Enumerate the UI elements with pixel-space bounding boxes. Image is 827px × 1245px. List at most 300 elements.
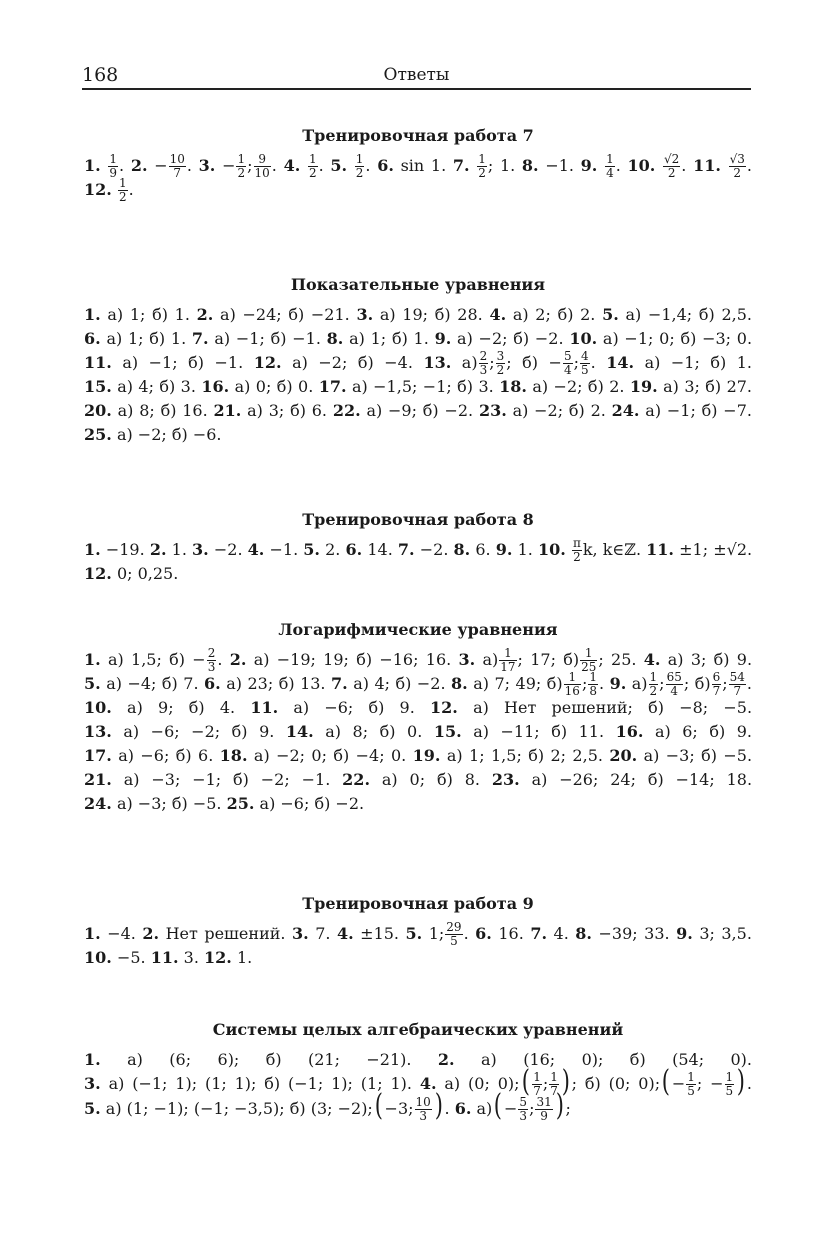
answer-number: 6.	[454, 1098, 472, 1118]
answer-text: а) −2; б) −2.	[457, 329, 564, 348]
answer-text: 4.	[553, 924, 569, 943]
answer-number: 5.	[405, 924, 423, 943]
answer-item	[496, 540, 533, 559]
answer-text: а) −1,5; −1; б) 3.	[351, 377, 494, 396]
answer-item	[283, 152, 324, 180]
answer-text: а) 0; б) 0.	[234, 377, 314, 396]
answer-text: а) −6; −2; б) 9.	[123, 722, 275, 741]
fraction	[686, 1071, 696, 1098]
numerator: 2	[479, 349, 488, 363]
answer-text: −	[154, 156, 168, 175]
answer-number: 11.	[150, 948, 179, 967]
denominator: 5	[687, 1084, 695, 1098]
answer-item	[84, 794, 222, 813]
answer-text: а) −2; б) −4.	[292, 353, 413, 372]
answer-number: 1.	[84, 650, 101, 669]
numerator: 1	[687, 1070, 695, 1084]
answer-text: а) 1; б) 1.	[349, 329, 429, 348]
answer-number: 19.	[412, 746, 441, 765]
numerator: 10	[415, 1094, 431, 1109]
answer-number: 23.	[491, 770, 520, 789]
answer-item	[84, 722, 274, 741]
numerator: 1	[550, 1070, 558, 1084]
denominator: 25	[581, 660, 597, 674]
answer-number: 12.	[430, 698, 458, 717]
answer-item	[150, 540, 187, 559]
fraction	[535, 1096, 552, 1123]
answer-number: 6.	[84, 329, 101, 348]
answer-number: 13.	[84, 722, 112, 741]
numerator: 1	[589, 670, 597, 684]
numerator: π	[572, 536, 581, 550]
numerator: 1	[109, 152, 118, 166]
answer-number: 21.	[84, 770, 112, 789]
answer-text: а) −1; б) 1.	[644, 353, 753, 372]
numerator: 54	[729, 670, 745, 684]
answer-number: 15.	[433, 722, 462, 741]
answer-text: .	[746, 1074, 752, 1093]
answer-text: −1.	[545, 156, 574, 175]
numerator: 1	[564, 671, 581, 685]
answer-text: а) 6; б) 9.	[654, 722, 753, 741]
answer-text: .	[463, 924, 469, 943]
answer-text: −3;	[384, 1098, 414, 1118]
answer-text: а) −26; 24; б) −14; 18.	[531, 770, 753, 789]
answer-text: а) 0; б) 8.	[381, 770, 480, 789]
answer-item	[693, 152, 752, 180]
answer-item	[451, 670, 605, 698]
fraction	[666, 671, 683, 698]
answer-text: а) −3; б) −5.	[643, 746, 753, 765]
answer-item	[644, 650, 752, 669]
answer-item	[84, 564, 178, 583]
answer-text: а)	[631, 674, 648, 693]
answer-number: 7.	[530, 924, 548, 943]
denominator: 2	[649, 684, 658, 698]
answer-number: 2.	[142, 924, 160, 943]
parenthesis: )	[434, 1088, 443, 1123]
answer-item	[327, 329, 429, 348]
numerator: 1	[580, 647, 597, 661]
answers	[84, 1048, 752, 1121]
answer-number: 18.	[219, 746, 248, 765]
answer-number: 9.	[495, 540, 513, 559]
fraction	[605, 153, 615, 180]
answer-text: а) 8; б) 16.	[117, 401, 208, 420]
answer-item	[286, 722, 422, 741]
fraction	[207, 647, 217, 674]
fraction	[729, 153, 746, 180]
answer-text: Нет решений.	[165, 924, 286, 943]
answer-number: 12.	[204, 948, 232, 967]
answers	[84, 922, 752, 970]
answer-item	[413, 746, 603, 765]
answer-number: 5.	[84, 674, 101, 693]
numerator: 29	[446, 920, 462, 934]
answer-number: 11.	[250, 698, 279, 717]
fraction	[580, 350, 590, 377]
answer-text: а) −19; 19; б) −16; 16.	[253, 650, 452, 669]
answer-text: ; 1.	[487, 156, 516, 175]
answer-item	[606, 353, 752, 372]
answer-item	[452, 152, 516, 180]
denominator: 2	[237, 166, 246, 180]
answer-item	[84, 770, 330, 789]
answer-text: 3; 3,5.	[699, 924, 752, 943]
answer-number: 20.	[84, 401, 112, 420]
fraction	[108, 153, 118, 180]
answer-text: а) −1; б) −1.	[214, 329, 321, 348]
answer-item	[250, 698, 415, 717]
parenthesis: )	[736, 1063, 746, 1099]
answer-item	[575, 924, 669, 943]
answer-text: ;	[542, 1074, 549, 1093]
answer-item	[84, 1050, 412, 1069]
denominator: 7	[173, 166, 182, 180]
denominator: 4	[670, 684, 679, 698]
fraction	[445, 921, 462, 948]
answer-item	[84, 401, 208, 420]
answer-item	[248, 540, 299, 559]
answer-item	[197, 305, 350, 324]
answer-text: а) −24; б) −21.	[220, 305, 350, 324]
parenthesis: (	[374, 1088, 383, 1123]
section-title: Тренировочная работа 7	[302, 126, 534, 145]
answer-item	[84, 1088, 450, 1123]
section-title: Логарифмические уравнения	[278, 620, 558, 639]
answer-number: 8.	[451, 674, 468, 693]
answer-number: 7.	[331, 674, 348, 693]
answer-item	[342, 770, 480, 789]
denominator: 2	[308, 166, 317, 180]
answer-item	[569, 329, 752, 348]
section-title: Тренировочная работа 8	[302, 510, 534, 529]
answer-text: .	[128, 180, 134, 199]
answer-text: .	[271, 156, 277, 175]
answer-text: а) 1; б) 1.	[107, 305, 190, 324]
answer-text: а) −1; 0; б) −3; 0.	[602, 329, 753, 348]
numerator: 1	[725, 1070, 734, 1084]
answer-item	[84, 646, 223, 674]
answer-number: 7.	[452, 156, 470, 175]
parenthesis: )	[561, 1063, 570, 1099]
fraction	[729, 671, 746, 698]
answer-number: 1.	[84, 540, 101, 559]
answer-text: а) (6; 6); б) (21; −21).	[127, 1050, 412, 1069]
answer-text: ;	[247, 156, 253, 175]
answer-number: 25.	[84, 425, 112, 444]
answer-text: .	[186, 156, 192, 175]
answer-number: 21.	[213, 401, 242, 420]
answer-number: 3.	[458, 650, 476, 669]
answer-number: 10.	[569, 329, 598, 348]
answer-item	[84, 377, 196, 396]
fraction	[477, 153, 487, 180]
section-exponential-equations	[84, 275, 752, 447]
fraction	[518, 1096, 528, 1123]
answer-item	[84, 540, 145, 559]
answer-number: 6.	[475, 924, 492, 943]
answer-number: 2.	[229, 650, 247, 669]
fraction	[663, 153, 680, 180]
answer-item	[130, 152, 192, 180]
denominator: 16	[564, 684, 580, 698]
denominator: 3	[419, 1108, 427, 1123]
answer-item	[204, 948, 252, 967]
numerator: 1	[606, 152, 614, 166]
answer-text: −2.	[213, 540, 243, 559]
answer-item	[458, 646, 637, 674]
answer-item	[646, 540, 752, 559]
answer-item	[580, 152, 621, 180]
answer-text: .	[365, 156, 371, 175]
answer-number: 24.	[611, 401, 640, 420]
answer-number: 11.	[693, 156, 721, 175]
answer-text: ; 17; б)	[517, 650, 580, 669]
answer-text: k, k∈ℤ.	[582, 540, 642, 559]
answer-number: 3.	[291, 924, 309, 943]
answer-item	[330, 152, 371, 180]
answer-text: ;	[565, 1098, 571, 1118]
answer-item	[84, 948, 146, 967]
answer-text: 3.	[183, 948, 199, 967]
answer-item	[84, 329, 186, 348]
answer-number: 12.	[253, 353, 282, 372]
answer-number: 24.	[84, 794, 112, 813]
header-rule	[82, 88, 751, 90]
answer-item	[627, 152, 687, 180]
answer-item	[479, 401, 606, 420]
fraction	[649, 671, 659, 698]
answer-item	[84, 176, 134, 204]
answer-item	[454, 1088, 571, 1123]
answer-text: −	[504, 1098, 518, 1118]
answer-text: −2.	[419, 540, 449, 559]
denominator: 2	[118, 190, 127, 204]
answer-item	[333, 401, 473, 420]
answer-number: 8.	[521, 156, 539, 175]
answer-item	[201, 377, 313, 396]
answer-text: ±15.	[360, 924, 400, 943]
answer-number: 19.	[629, 377, 658, 396]
answer-item	[204, 674, 326, 693]
answer-item	[254, 353, 413, 372]
answer-item	[346, 540, 393, 559]
numerator: 1	[478, 152, 486, 166]
answer-number: 9.	[676, 924, 693, 943]
parenthesis: (	[494, 1088, 503, 1123]
answer-item	[438, 1050, 752, 1069]
answer-number: 1.	[84, 305, 101, 324]
fraction	[532, 1071, 542, 1098]
numerator: 1	[499, 647, 516, 661]
answer-number: 16.	[615, 722, 644, 741]
answer-item	[676, 924, 752, 943]
section-title: Системы целых алгебраических уравнений	[212, 1020, 624, 1039]
answer-number: 8.	[575, 924, 592, 943]
answer-number: 4.	[247, 540, 265, 559]
numerator: 9	[254, 153, 271, 167]
answer-text: ; б) −	[506, 353, 562, 372]
denominator: 4	[563, 363, 572, 377]
answer-number: 13.	[423, 353, 452, 372]
denominator: 2	[355, 166, 364, 180]
answer-text: .	[681, 156, 687, 175]
answer-number: 22.	[332, 401, 361, 420]
answer-text: .	[598, 674, 605, 693]
answer-text: .	[119, 156, 125, 175]
answer-text: а) −9; б) −2.	[366, 401, 474, 420]
answer-text: а) 3; б) 27.	[663, 377, 753, 396]
answer-number: 2.	[130, 156, 148, 175]
denominator: 7	[733, 684, 742, 698]
answer-text: а) −2; 0; б) −4; 0.	[253, 746, 407, 765]
answer-number: 3.	[192, 540, 209, 559]
answer-item	[230, 650, 452, 669]
answer-item	[84, 674, 199, 693]
fraction	[236, 153, 246, 180]
answers	[84, 538, 752, 586]
answer-text: −	[222, 156, 236, 175]
numerator: 1	[533, 1070, 541, 1084]
answer-text: .	[746, 674, 752, 693]
fraction	[712, 671, 722, 698]
answer-item	[616, 722, 752, 741]
answer-item	[356, 305, 482, 324]
answer-number: 1.	[84, 924, 101, 943]
answer-text: ;	[722, 674, 728, 693]
answer-text: а) 2; б) 2.	[512, 305, 596, 324]
denominator: 17	[500, 660, 516, 674]
answer-text: а) (0; 0);	[444, 1074, 520, 1093]
section-logarithmic-equations	[84, 620, 752, 816]
answer-number: 5.	[602, 305, 619, 324]
answer-text: а) 4; б) −2.	[353, 674, 446, 693]
denominator: 2	[478, 166, 486, 180]
answer-text: а) −1; б) −7.	[645, 401, 752, 420]
section-systems-of-equations	[84, 1020, 752, 1121]
answer-item	[84, 746, 213, 765]
answer-number: 1.	[84, 1050, 101, 1069]
denominator: 2	[573, 550, 581, 564]
answer-item	[84, 425, 222, 444]
answer-item	[454, 540, 491, 559]
answer-text: −1.	[269, 540, 299, 559]
answer-text: ;	[659, 674, 665, 693]
answer-number: 2.	[437, 1050, 455, 1069]
answer-item	[319, 377, 494, 396]
section-training-8	[84, 510, 752, 586]
denominator: 9	[109, 166, 118, 180]
answer-item	[612, 401, 752, 420]
answer-text: 2.	[325, 540, 341, 559]
answer-text: а) 7; 49; б)	[473, 674, 563, 693]
answer-text: 0; 0,25.	[116, 564, 179, 583]
fraction	[118, 177, 128, 204]
answer-number: 6.	[204, 674, 221, 693]
answer-text: 1.	[517, 540, 533, 559]
fraction	[479, 350, 489, 377]
answer-text: ; б) (0; 0);	[571, 1074, 661, 1093]
answer-text: а) 9; б) 4.	[127, 698, 236, 717]
answer-text: а) 3; б) 9.	[667, 650, 753, 669]
answer-text: а) Нет решений; б) −8; −5.	[473, 698, 753, 717]
answer-text: −5.	[116, 948, 146, 967]
answer-text: а) 1; 1,5; б) 2; 2,5.	[446, 746, 603, 765]
denominator: 2	[496, 363, 505, 377]
answer-text: а) −6; б) 9.	[293, 698, 415, 717]
answer-text: ±1; ±√2.	[679, 540, 753, 559]
answer-number: 7.	[191, 329, 209, 348]
answer-number: 7.	[397, 540, 415, 559]
answer-number: 18.	[499, 377, 527, 396]
parenthesis: (	[521, 1063, 530, 1099]
answer-text: 7.	[315, 924, 331, 943]
denominator: 9	[540, 1108, 548, 1123]
answer-text: .	[444, 1098, 450, 1118]
answer-text: а) −1,4; б) 2,5.	[625, 305, 752, 324]
answers	[84, 154, 752, 202]
answer-text: .	[615, 156, 621, 175]
answer-number: 25.	[226, 794, 255, 813]
numerator: 10	[169, 152, 185, 166]
answer-text: а) 3; б) 6.	[247, 401, 328, 420]
answer-item	[192, 329, 321, 348]
answer-item	[292, 924, 330, 943]
answer-number: 6.	[345, 540, 363, 559]
parenthesis: (	[661, 1063, 671, 1099]
answer-number: 5.	[303, 540, 320, 559]
answer-number: 20.	[609, 746, 638, 765]
page-header	[82, 60, 751, 88]
answer-number: 10.	[627, 156, 656, 175]
numerator: 5	[519, 1094, 528, 1109]
answer-text: ;	[573, 353, 579, 372]
answer-text: а)	[476, 1098, 493, 1118]
denominator: 10	[254, 166, 270, 180]
answer-text: ; 25.	[598, 650, 637, 669]
fraction	[254, 153, 271, 180]
answer-number: 9.	[434, 329, 452, 348]
denominator: 8	[589, 684, 597, 698]
answer-item	[489, 305, 595, 324]
answer-number: 14.	[285, 722, 314, 741]
denominator: 7	[712, 684, 721, 698]
answer-text: а) −6; б) 6.	[118, 746, 214, 765]
answer-item	[220, 746, 407, 765]
running-title: Ответы	[383, 65, 450, 85]
answer-number: 11.	[646, 540, 674, 559]
answer-item	[331, 674, 446, 693]
denominator: 3	[479, 363, 488, 377]
section-training-7	[84, 126, 752, 202]
answer-item	[492, 770, 752, 789]
answer-item	[84, 924, 136, 943]
fraction	[563, 350, 573, 377]
fraction	[355, 153, 365, 180]
answer-text: а) −4; б) 7.	[106, 674, 199, 693]
answer-text: .	[746, 156, 752, 175]
answer-item	[303, 540, 340, 559]
answers	[84, 303, 752, 447]
answer-text: 1.	[171, 540, 187, 559]
fraction	[725, 1071, 735, 1098]
answer-text: 1;	[428, 924, 445, 943]
answer-number: 12.	[84, 564, 112, 583]
fraction	[415, 1096, 432, 1123]
fraction	[572, 537, 582, 564]
answer-item	[227, 794, 365, 813]
